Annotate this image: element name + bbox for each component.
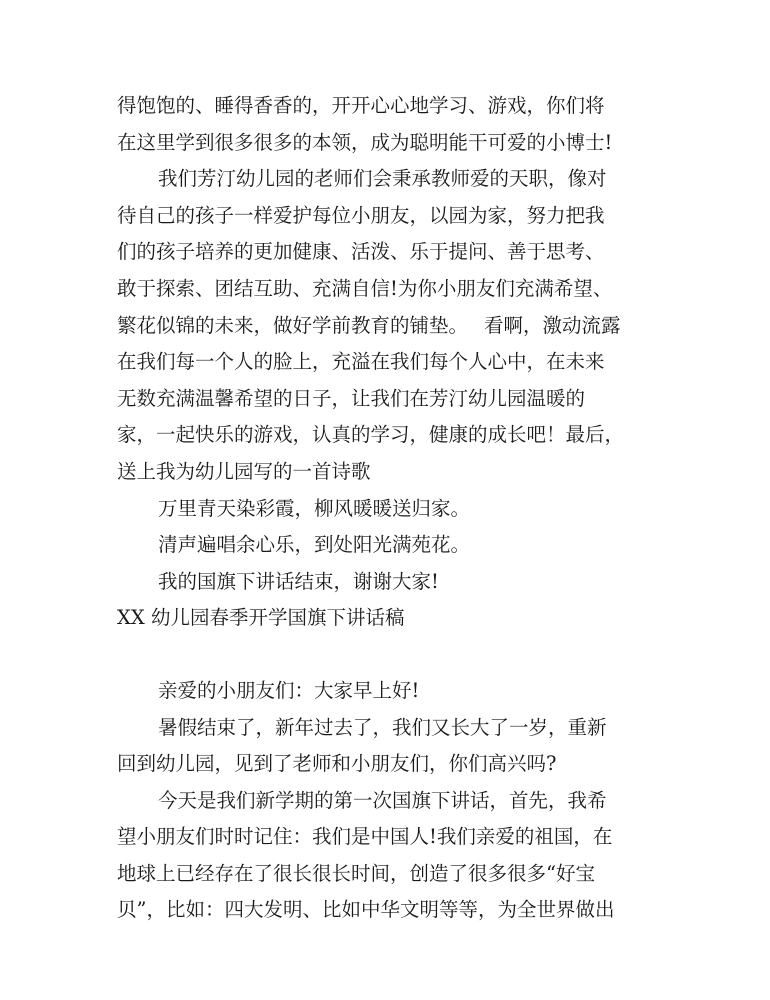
text-line: 清声遍唱余心乐，到处阳光满苑花。 <box>158 533 471 557</box>
text-line: 今天是我们新学期的第一次国旗下讲话，首先，我希 <box>158 788 607 812</box>
text-line: 待自己的孩子一样爱护每位小朋友，以园为家，努力把我 <box>117 203 605 227</box>
text-line: 繁花似锦的未来，做好学前教育的铺垫。 看啊，激动流露 <box>117 313 621 337</box>
document-body <box>117 88 657 929</box>
text-line: XX 幼儿园春季开学国旗下讲话稿 <box>117 606 405 630</box>
text-line: 在我们每一个人的脸上，充溢在我们每个人心中，在未来 <box>117 350 605 374</box>
text-line: 地球上已经存在了很长很长时间，创造了很多很多“好宝 <box>117 861 595 885</box>
text-line: 我的国旗下讲话结束，谢谢大家! <box>158 569 439 593</box>
text-line: 回到幼儿园，见到了老师和小朋友们，你们高兴吗? <box>117 752 557 776</box>
text-line: 望小朋友们时时记住：我们是中国人!我们亲爱的祖国，在 <box>117 825 613 849</box>
blank-line <box>117 637 657 673</box>
text-line: 无数充满温馨希望的日子，让我们在芳汀幼儿园温暖的 <box>117 386 586 410</box>
text-line: 我们芳汀幼儿园的老师们会秉承教师爱的天职，像对 <box>158 167 607 191</box>
text-line: 们的孩子培养的更加健康、活泼、乐于提问、善于思考、 <box>117 240 605 264</box>
text-line: 家，一起快乐的游戏，认真的学习，健康的成长吧！最后， <box>117 423 625 447</box>
text-line: 敢于探索、团结互助、充满自信!为你小朋友们充满希望、 <box>117 276 613 300</box>
text-line: 在这里学到很多很多的本领，成为聪明能干可爱的小博士! <box>117 130 613 154</box>
text-line: 送上我为幼儿园写的一首诗歌 <box>117 459 371 483</box>
text-line: 贝”，比如：四大发明、比如中华文明等等，为全世界做出 <box>117 898 615 922</box>
text-line: 得饱饱的、睡得香香的，开开心心地学习、游戏，你们将 <box>117 94 605 117</box>
text-line: 万里青天染彩霞，柳风暖暖送归家。 <box>158 496 471 520</box>
text-line: 亲爱的小朋友们：大家早上好! <box>158 678 420 702</box>
text-line: 暑假结束了，新年过去了，我们又长大了一岁，重新 <box>158 715 607 739</box>
